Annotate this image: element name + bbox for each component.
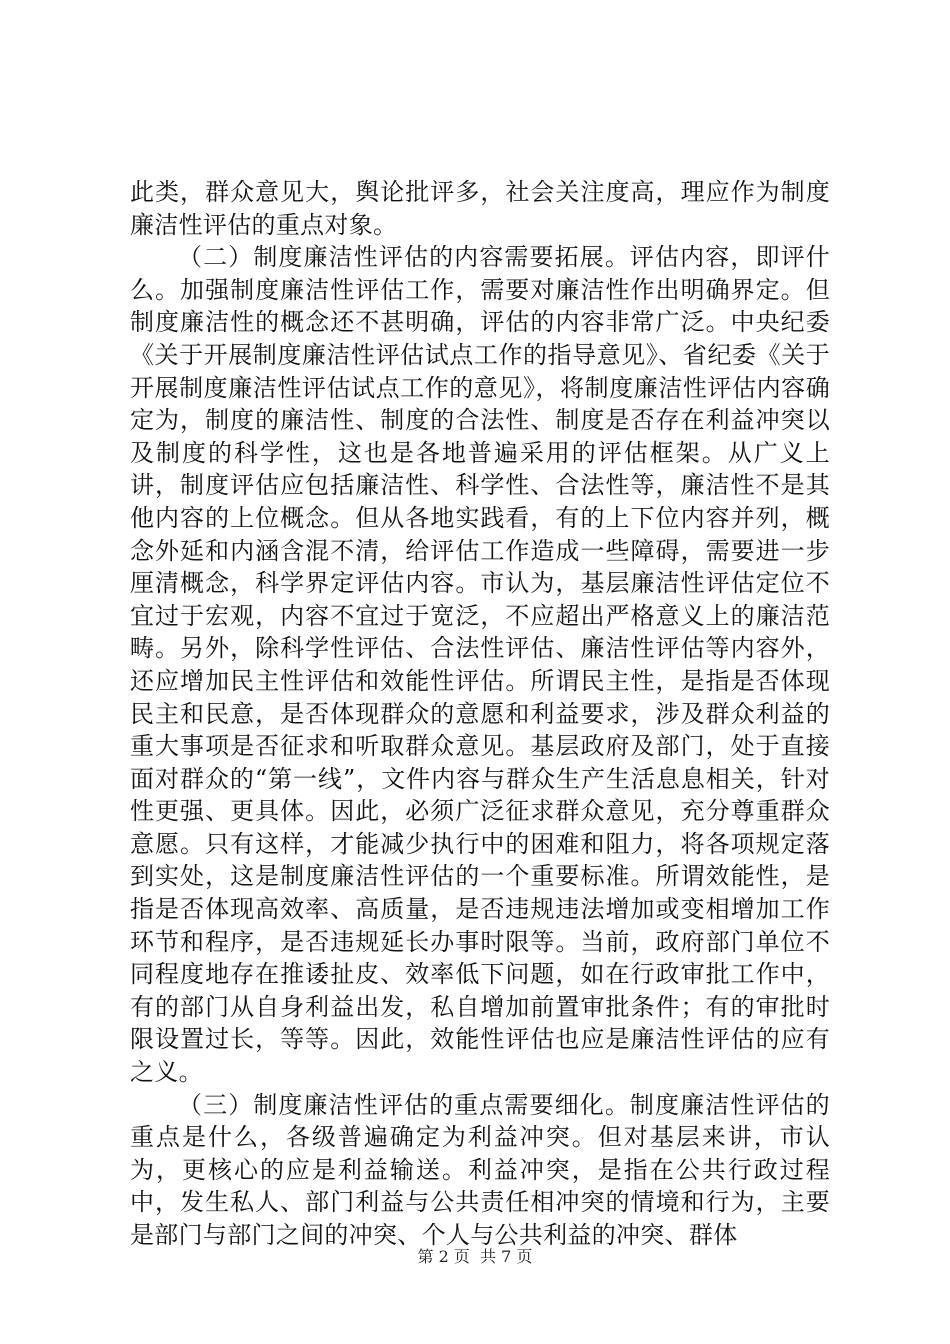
document-body [130, 176, 830, 1252]
paragraph-2: （二）制度廉洁性评估的内容需要拓展。评估内容，即评什么。加强制度廉洁性评估工作，需要对廉洁性作出明确界定。但制度廉洁性的概念还不甚明确，评估的内容非常广泛。中央纪委《关于开展制度廉洁性评估试点工作的指导意见》、省纪委《关于开展制度廉洁性评估试点工作的意见》，将制度廉洁性评估内容确定为，制度的廉洁性、制度的合法性、制度是否存在利益冲突以及制度的科学性，这也是各地普遍采用的评估框架。从广义上讲，制度评估应包括廉洁性、科学性、合法性等，廉洁性不是其他内容的上位概念。但从各地实践看，有的上下位内容并列，概念外延和内涵含混不清，给评估工作造成一些障碍，需要进一步厘清概念，科学界定评估内容。市认为，基层廉洁性评估定位不宜过于宏观，内容不宜过于宽泛，不应超出严格意义上的廉洁范畴。另外，除科学性评估、合法性评估、廉洁性评估等内容外，还应增加民主性评估和效能性评估。所谓民主性，是指是否体现民主和民意，是否体现群众的意愿和利益要求，涉及群众利益的重大事项是否征求和听取群众意见。基层政府及部门，处于直接面对群众的“第一线”，文件内容与群众生产生活息息相关，针对性更强、更具体。因此，必须广泛征求群众意见，充分尊重群众意愿。只有这样，才能减少执行中的困难和阻力，将各项规定落到实处，这是制度廉洁性评估的一个重要标准。所谓效能性，是指是否体现高效率、高质量，是否违规违法增加或变相增加工作环节和程序，是否违规延长办事时限等。当前，政府部门单位不同程度地存在推诿扯皮、效率低下问题，如在行政审批工作中，有的部门从自身利益出发，私自增加前置审批条件；有的审批时限设置过长，等等。因此，效能性评估也应是廉洁性评估的应有之义。 [130, 243, 830, 1087]
page-footer [0, 1244, 950, 1267]
paragraph-3: （三）制度廉洁性评估的重点需要细化。制度廉洁性评估的重点是什么，各级普遍确定为利益冲突。但对基层来讲，市认为，更核心的应是利益输送。利益冲突，是指在公共行政过程中，发生私人、部门利益与公共责任相冲突的情境和行为，主要是部门与部门之间的冲突、个人与公共利益的冲突、群体 [130, 1090, 830, 1249]
paragraph-1: 此类，群众意见大，舆论批评多，社会关注度高，理应作为制度廉洁性评估的重点对象。 [130, 178, 830, 239]
page-number-label: 第 2 页 共 7 页 [417, 1247, 533, 1266]
